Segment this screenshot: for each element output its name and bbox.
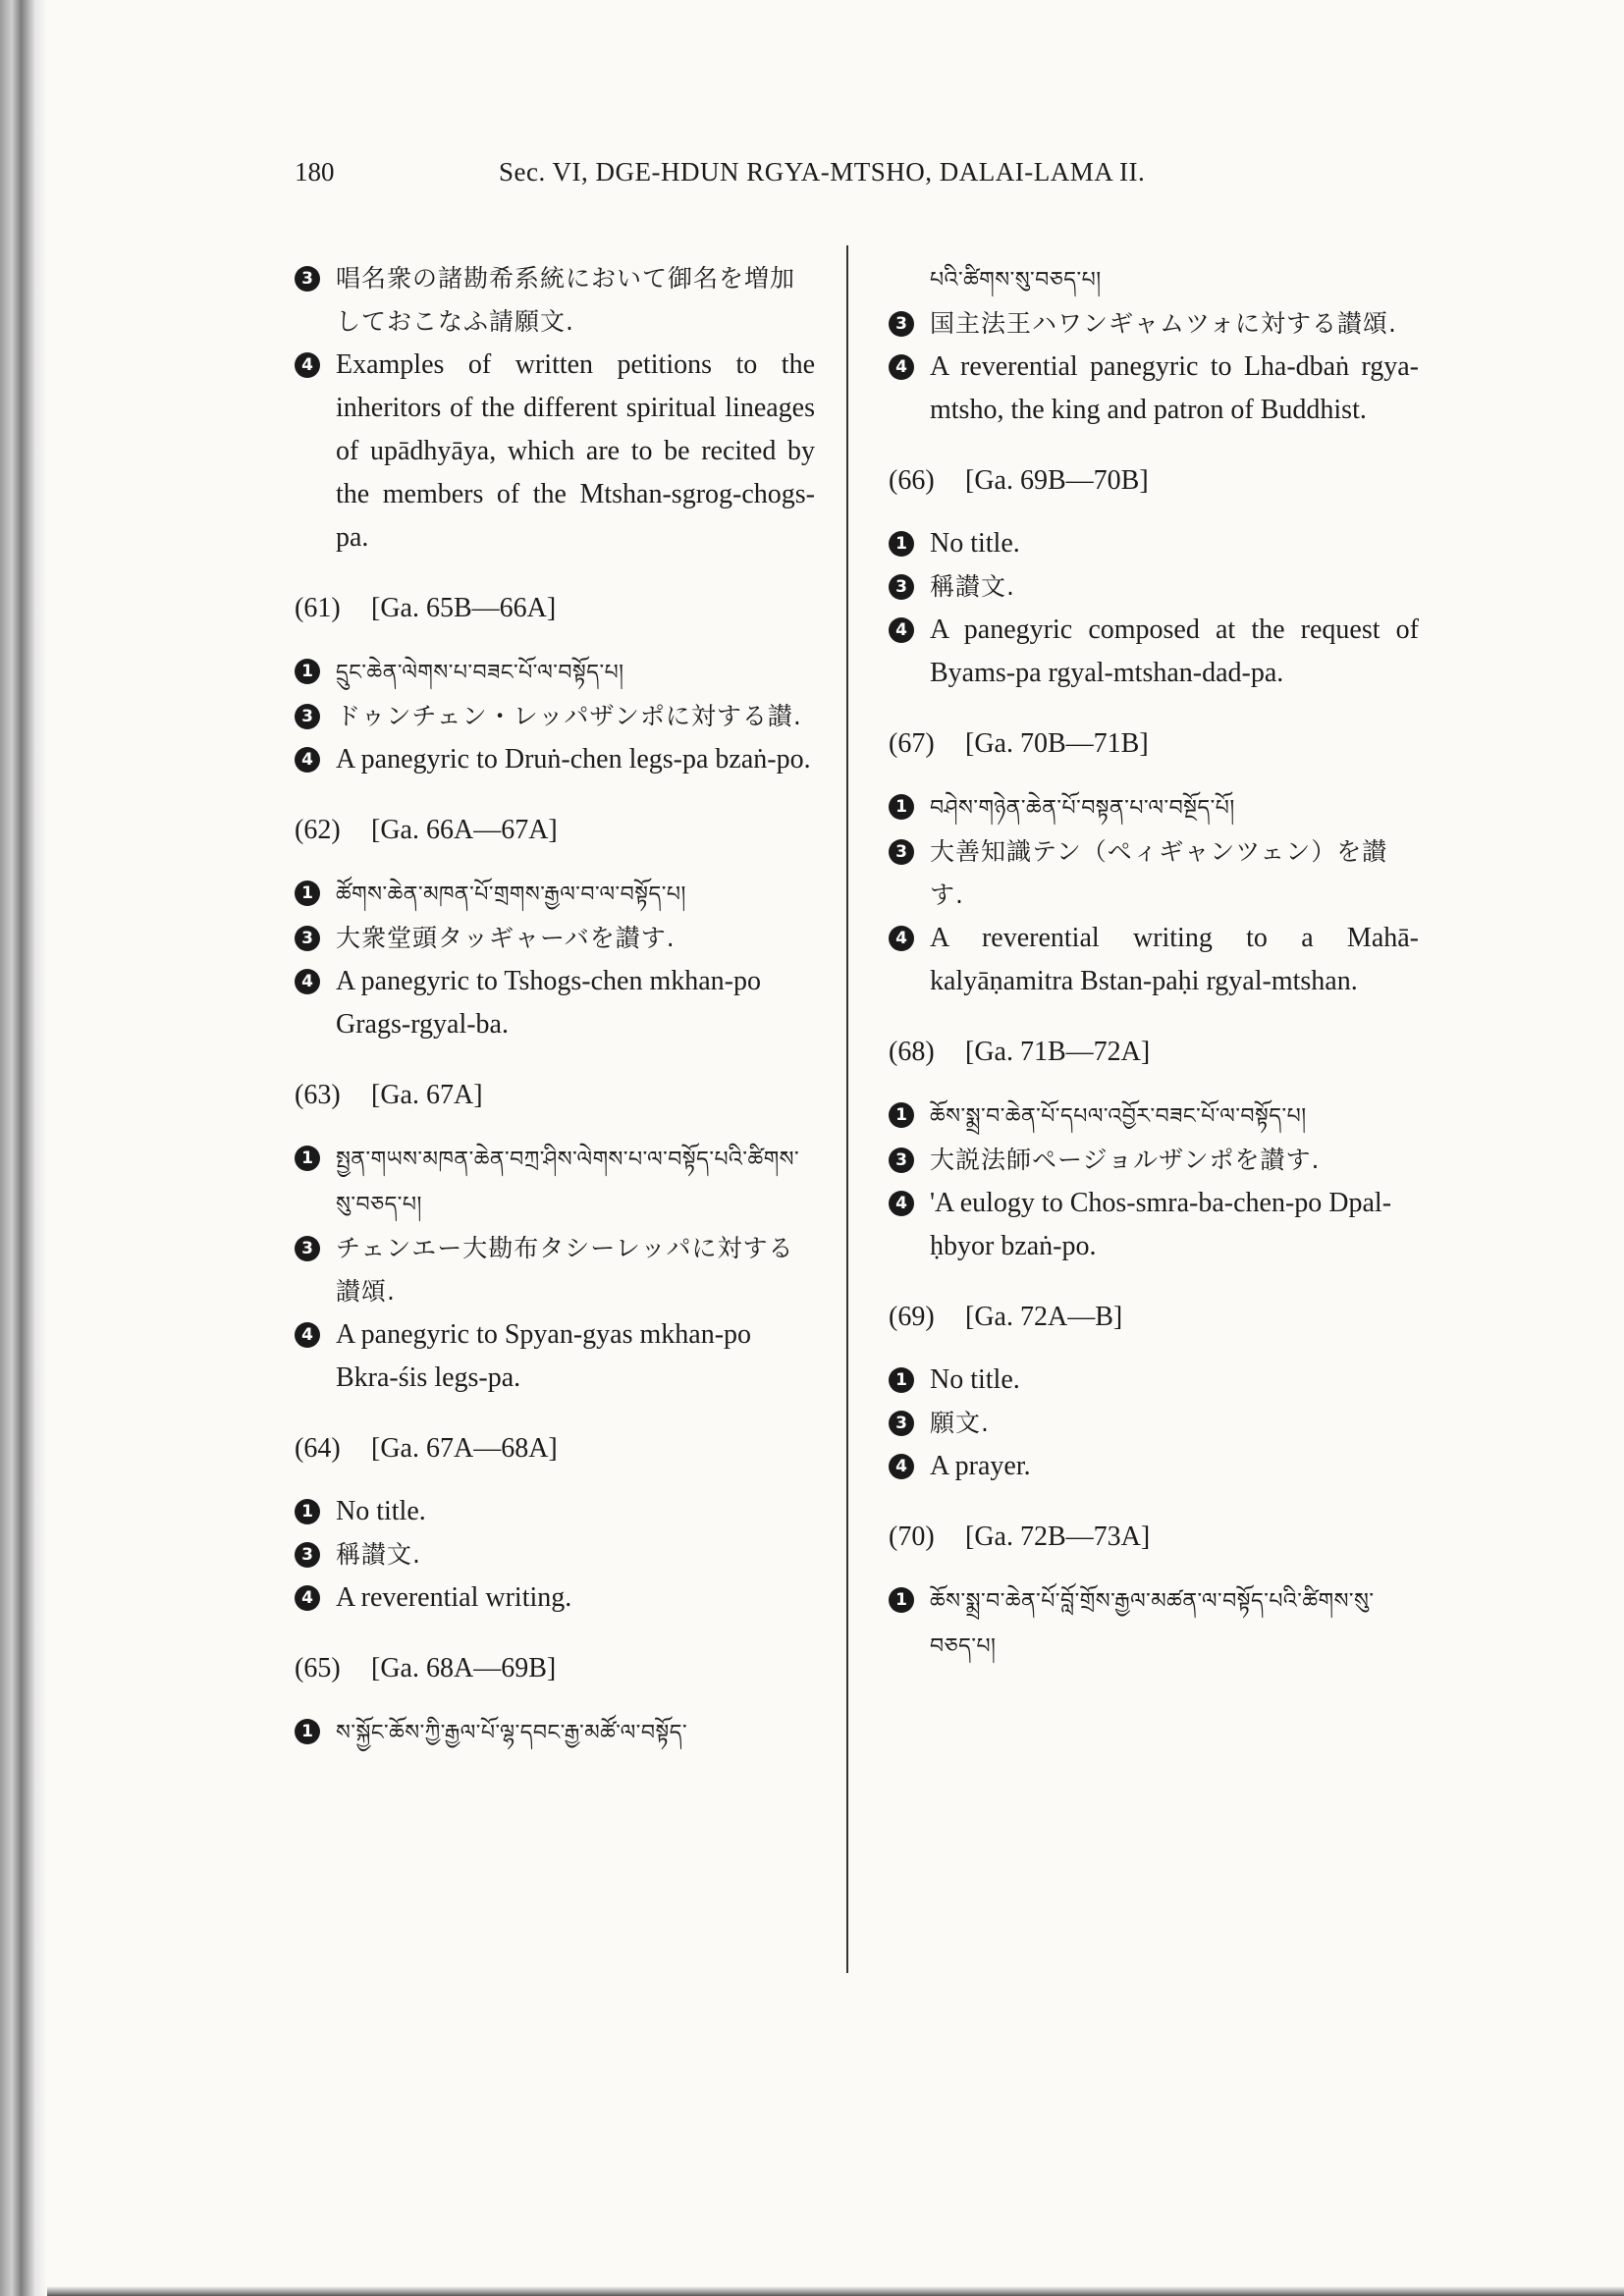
tibetan-line bbox=[889, 1578, 1419, 1669]
marker-3-icon: 3 bbox=[889, 574, 914, 600]
tibetan-line bbox=[889, 785, 1419, 830]
marker-3-icon: 3 bbox=[295, 1236, 320, 1261]
entry-heading bbox=[889, 1518, 1419, 1557]
entry-heading bbox=[295, 589, 815, 628]
page-bottom-edge bbox=[47, 2286, 1624, 2296]
marker-4-icon: 4 bbox=[889, 1454, 914, 1479]
book-binding-edge bbox=[0, 0, 47, 2296]
tibetan-title: ཚོགས་ཆེན་མཁན་པོ་གྲགས་རྒྱལ་བ་ལ་བསྟོད་པ། bbox=[336, 882, 686, 907]
entry-reference: [Ga. 66A—67A] bbox=[371, 815, 558, 845]
japanese-summary: 願文. bbox=[930, 1409, 990, 1437]
english-summary: A panegyric to Druṅ-chen legs-pa bzaṅ-po. bbox=[336, 744, 811, 774]
japanese-summary: 大善知識テン（ペィギャンツェン）を讃す. bbox=[930, 837, 1388, 909]
marker-3-icon: 3 bbox=[889, 839, 914, 865]
japanese-summary: ドゥンチェン・レッパザンポに対する讃. bbox=[336, 702, 802, 730]
marker-4-icon: 4 bbox=[295, 352, 320, 378]
entry-number: (66) bbox=[889, 465, 935, 496]
english-summary: A panegyric composed at the request of Byams-pa rgyal-mtshan-dad-pa. bbox=[930, 614, 1419, 688]
marker-3-icon: 3 bbox=[295, 266, 320, 292]
english-summary: A prayer. bbox=[930, 1451, 1031, 1481]
japanese-summary: 大説法師ページョルザンポを讃す. bbox=[930, 1146, 1321, 1174]
entry-reference: [Ga. 68A—69B] bbox=[371, 1653, 557, 1683]
entry-number: (64) bbox=[295, 1433, 341, 1464]
entry bbox=[295, 1429, 815, 1620]
english-summary: 'A eulogy to Chos-smra-ba-chen-po Dpal-ḥbyor bzaṅ-po. bbox=[930, 1188, 1392, 1261]
tibetan-title: པའི་ཚིགས་སུ་བཅད་པ། bbox=[930, 268, 1102, 293]
entry-heading bbox=[295, 1076, 815, 1115]
entry-heading bbox=[295, 1429, 815, 1468]
en-line bbox=[295, 960, 815, 1046]
marker-4-icon: 4 bbox=[295, 747, 320, 773]
english-summary: A reverential panegyric to Lha-dbaṅ rgya-mtsho, the king and patron of Buddhist. bbox=[930, 351, 1419, 425]
jp-line bbox=[295, 695, 815, 738]
entry bbox=[889, 1033, 1419, 1268]
entry bbox=[295, 1076, 815, 1400]
marker-4-icon: 4 bbox=[295, 1322, 320, 1348]
entry-number: (68) bbox=[889, 1037, 935, 1067]
japanese-summary: 国主法王ハワンギャムツォに対する讃頌. bbox=[930, 309, 1397, 338]
marker-1-icon: 1 bbox=[295, 1499, 320, 1524]
marker-1-icon: 1 bbox=[889, 1102, 914, 1128]
jp-line bbox=[889, 565, 1419, 609]
marker-4-icon: 4 bbox=[295, 969, 320, 994]
tibetan-title: ཆོས་སྨྲ་བ་ཆེན་པོ་བློ་གྲོས་རྒྱལ་མཚན་ལ་བསྟོད་པའི་ཚིགས་སུ་བཅད་པ། bbox=[930, 1589, 1375, 1659]
entry-reference: [Ga. 69B—70B] bbox=[965, 465, 1149, 496]
japanese-summary: 大衆堂頭タッギャーバを讃す. bbox=[336, 924, 676, 952]
marker-4-icon: 4 bbox=[889, 926, 914, 951]
english-summary: A panegyric to Tshogs-chen mkhan-po Grags-rgyal-ba. bbox=[336, 966, 761, 1040]
marker-3-icon: 3 bbox=[889, 1411, 914, 1436]
marker-1-icon: 1 bbox=[889, 794, 914, 820]
entry-heading bbox=[295, 1649, 815, 1688]
tibetan-title: ཆོས་སྨྲ་བ་ཆེན་པོ་དཔལ་འབྱོར་བཟང་པོ་ལ་བསྟོད་པ། bbox=[930, 1104, 1307, 1129]
marker-1-icon: 1 bbox=[889, 1587, 914, 1613]
marker-1-icon: 1 bbox=[889, 1367, 914, 1393]
title-text: No title. bbox=[930, 528, 1020, 559]
marker-4-icon: 4 bbox=[889, 1191, 914, 1216]
jp-line bbox=[295, 1227, 815, 1313]
tibetan-line bbox=[295, 1137, 815, 1227]
marker-3-icon: 3 bbox=[889, 1148, 914, 1173]
marker-1-icon: 1 bbox=[295, 1719, 320, 1744]
title-line bbox=[889, 522, 1419, 565]
entry-heading bbox=[889, 1033, 1419, 1072]
marker-1-icon: 1 bbox=[295, 1146, 320, 1171]
title-line bbox=[889, 1359, 1419, 1402]
title-text: No title. bbox=[336, 1496, 426, 1526]
en-line bbox=[295, 1313, 815, 1400]
japanese-summary: チェンエー大勘布タシーレッパに対する讃頌. bbox=[336, 1234, 794, 1306]
en-line bbox=[889, 346, 1419, 432]
entry bbox=[889, 1298, 1419, 1488]
jp-line bbox=[295, 257, 815, 344]
tibetan-title: ས་སྐྱོང་ཆོས་ཀྱི་རྒྱལ་པོ་ལྷ་དབང་རྒྱ་མཚོ་ལ་བསྟོད་ bbox=[336, 1721, 688, 1745]
entry-reference: [Ga. 67A—68A] bbox=[371, 1433, 558, 1464]
entry-reference: [Ga. 70B—71B] bbox=[965, 728, 1149, 759]
english-summary: Examples of written petitions to the inheritors of the different spiritual lineages of upādhyāya, which are to be recited by the members of the Mtshan-sgrog-chogs-pa. bbox=[336, 349, 815, 553]
marker-4-icon: 4 bbox=[295, 1585, 320, 1611]
jp-line bbox=[295, 917, 815, 960]
entry-reference: [Ga. 67A] bbox=[371, 1080, 483, 1110]
japanese-summary: 唱名衆の諸勘希系統において御名を増加しておこなふ請願文. bbox=[336, 264, 796, 336]
jp-line bbox=[889, 830, 1419, 917]
tibetan-line bbox=[295, 1710, 815, 1755]
en-line bbox=[889, 1182, 1419, 1268]
page-number: 180 bbox=[295, 157, 335, 187]
entry-reference: [Ga. 72A—B] bbox=[965, 1302, 1123, 1332]
entry-number: (62) bbox=[295, 815, 341, 845]
marker-3-icon: 3 bbox=[295, 704, 320, 729]
entry-heading bbox=[295, 811, 815, 850]
entry bbox=[295, 589, 815, 781]
en-line bbox=[295, 344, 815, 560]
entry-heading bbox=[889, 724, 1419, 764]
japanese-summary: 稱讃文. bbox=[336, 1540, 421, 1569]
tibetan-title: སྤྱན་གཡས་མཁན་ཆེན་བཀྲ་ཤིས་ལེགས་པ་ལ་བསྟོད་པའི་ཚིགས་སུ་བཅད་པ། bbox=[336, 1148, 800, 1217]
running-head bbox=[295, 157, 1276, 206]
en-line bbox=[295, 1576, 815, 1620]
jp-line bbox=[295, 1533, 815, 1576]
marker-1-icon: 1 bbox=[295, 659, 320, 684]
english-summary: A reverential writing to a Mahā-kalyāṇamitra Bstan-paḥi rgyal-mtshan. bbox=[930, 923, 1419, 996]
japanese-summary: 稱讃文. bbox=[930, 572, 1015, 601]
entry-number: (70) bbox=[889, 1522, 935, 1552]
marker-1-icon: 1 bbox=[889, 531, 914, 557]
jp-line bbox=[889, 1402, 1419, 1445]
title-line bbox=[295, 1490, 815, 1533]
entry-heading bbox=[889, 461, 1419, 501]
entry bbox=[889, 724, 1419, 1003]
tibetan-line bbox=[295, 872, 815, 917]
entry-reference: [Ga. 65B—66A] bbox=[371, 593, 557, 623]
tibetan-title: དྲུང་ཆེན་ལེགས་པ་བཟང་པོ་ལ་བསྟོད་པ། bbox=[336, 661, 624, 685]
entry bbox=[889, 1518, 1419, 1669]
marker-3-icon: 3 bbox=[295, 1542, 320, 1568]
en-line bbox=[889, 609, 1419, 695]
entry-number: (61) bbox=[295, 593, 341, 623]
tibetan-line bbox=[889, 1094, 1419, 1139]
marker-1-icon: 1 bbox=[295, 881, 320, 906]
english-summary: A reverential writing. bbox=[336, 1582, 572, 1613]
entry-number: (69) bbox=[889, 1302, 935, 1332]
column-divider bbox=[846, 245, 848, 1973]
entry-reference: [Ga. 72B—73A] bbox=[965, 1522, 1151, 1552]
marker-3-icon: 3 bbox=[889, 311, 914, 337]
en-line bbox=[295, 738, 815, 781]
title-text: No title. bbox=[930, 1364, 1020, 1395]
entry-number: (67) bbox=[889, 728, 935, 759]
entry bbox=[295, 811, 815, 1046]
entry-number: (63) bbox=[295, 1080, 341, 1110]
en-line bbox=[889, 1445, 1419, 1488]
entry-heading bbox=[889, 1298, 1419, 1337]
jp-line bbox=[889, 302, 1419, 346]
marker-4-icon: 4 bbox=[889, 354, 914, 380]
tibetan-continuation bbox=[889, 257, 1419, 302]
tibetan-title: བཤེས་གཉེན་ཆེན་པོ་བསྟན་པ་ལ་བསྔོད་པོ། bbox=[930, 796, 1235, 821]
jp-line bbox=[889, 1139, 1419, 1182]
entry bbox=[295, 1649, 815, 1755]
running-title: Sec. VI, DGE-HDUN RGYA-MTSHO, DALAI-LAMA II. bbox=[499, 157, 1146, 187]
entry-number: (65) bbox=[295, 1653, 341, 1683]
right-column bbox=[889, 257, 1419, 1669]
entry-reference: [Ga. 71B—72A] bbox=[965, 1037, 1151, 1067]
tibetan-line bbox=[295, 650, 815, 695]
entry bbox=[889, 461, 1419, 695]
english-summary: A panegyric to Spyan-gyas mkhan-po Bkra-śis legs-pa. bbox=[336, 1319, 752, 1393]
left-column bbox=[295, 257, 815, 1755]
marker-3-icon: 3 bbox=[295, 926, 320, 951]
marker-4-icon: 4 bbox=[889, 617, 914, 643]
en-line bbox=[889, 917, 1419, 1003]
